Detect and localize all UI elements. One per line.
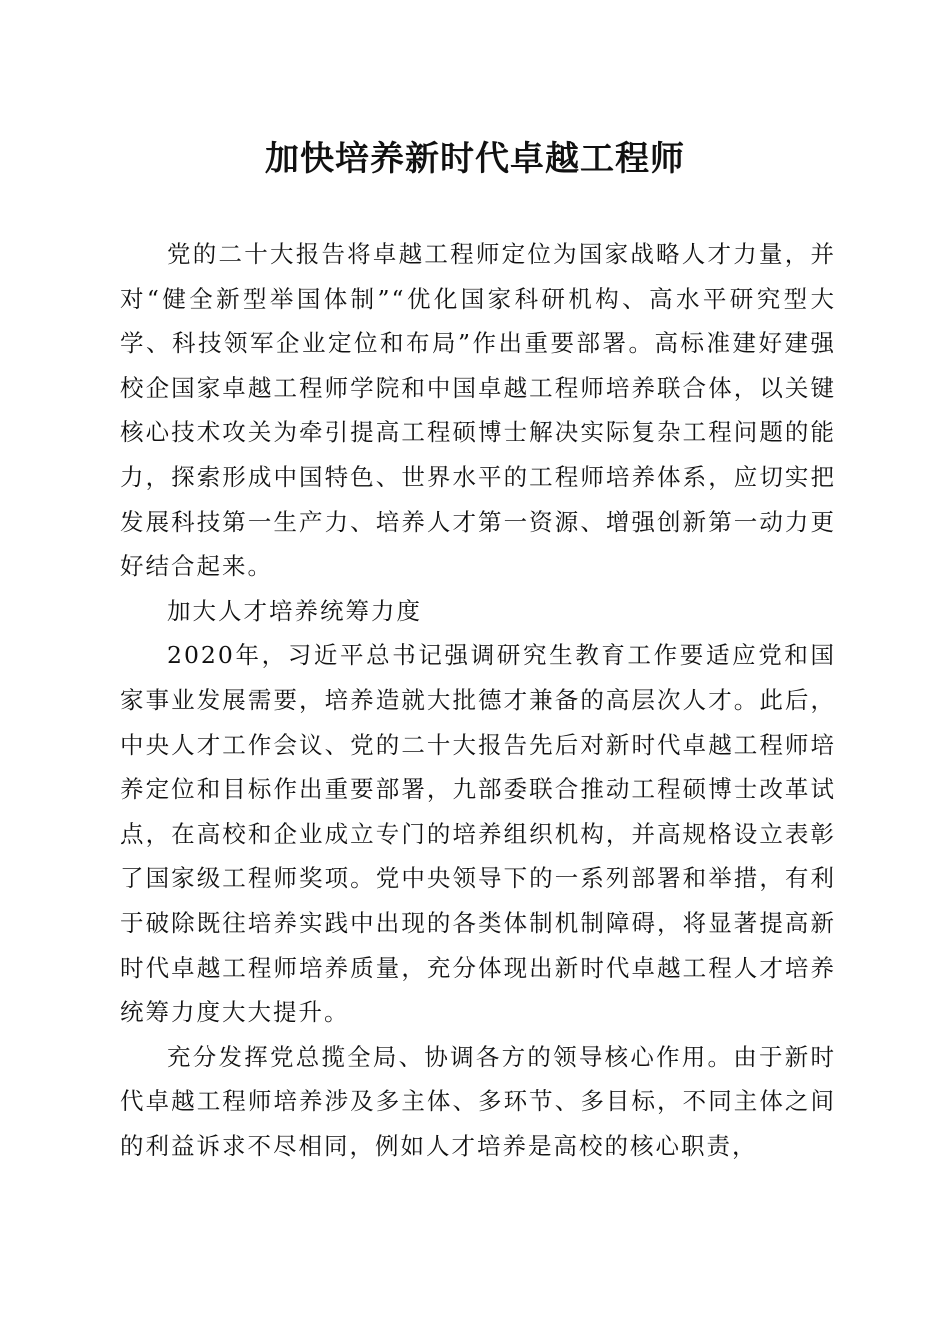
paragraph-intro: 党的二十大报告将卓越工程师定位为国家战略人才力量，并对“健全新型举国体制”“优化国家科研机构、高水平研究型大学、科技领军企业定位和布局”作出重要部署。高标准建好建强校企国家卓越工程师学院和中国卓越工程师培养联合体，以关键核心技术攻关为牵引提高工程硕博士解决实际复杂工程问题的能力，探索形成中国特色、世界水平的工程师培养体系，应切实把发展科技第一生产力、培养人才第一资源、增强创新第一动力更好结合起来。 [120,240,836,581]
paragraph-2020: 2020年，习近平总书记强调研究生教育工作要适应党和国家事业发展需要，培养造就大批德才兼备的高层次人才。此后，中央人才工作会议、党的二十大报告先后对新时代卓越工程师培养定位和目标作出重要部署，九部委联合推动工程硕博士改革试点，在高校和企业成立专门的培养组织机构，并高规格设立表彰了国家级工程师奖项。党中央领导下的一系列部署和举措，有利于破除既往培养实践中出现的各类体制机制障碍，将显著提高新时代卓越工程师培养质量，充分体现出新时代卓越工程人才培养统筹力度大大提升。 [120,641,836,1027]
document-body [120,232,836,1168]
paragraph-leadership: 充分发挥党总揽全局、协调各方的领导核心作用。由于新时代卓越工程师培养涉及多主体、多环节、多目标，不同主体之间的利益诉求不尽相同，例如人才培养是高校的核心职责， [120,1042,836,1160]
section-heading: 加大人才培养统筹力度 [167,596,422,625]
document-title: 加快培养新时代卓越工程师 [265,139,685,179]
